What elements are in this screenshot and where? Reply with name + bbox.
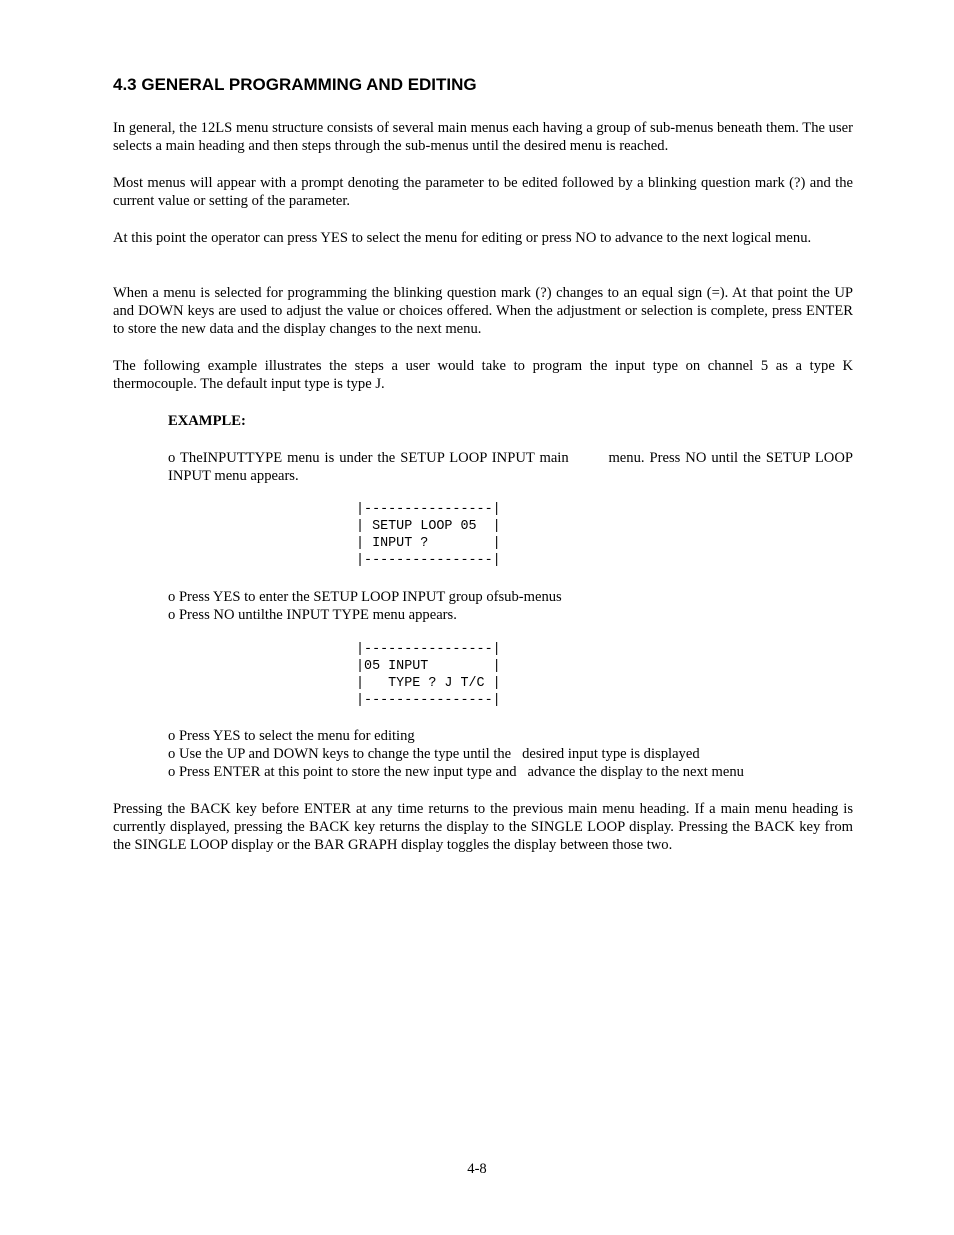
- step-list-2: [168, 727, 853, 781]
- paragraph-example-intro: The following example illustrates the steps a user would take to program the input type on channel 5 as a type K thermocouple. The default input type is type J.: [113, 358, 853, 392]
- paragraph-menu-prompt: Most menus will appear with a prompt denoting the parameter to be edited followed by a blinking question mark (?) and the current value or setting of the parameter.: [113, 175, 853, 209]
- step-list-1: [168, 588, 853, 624]
- page-number: 4-8: [467, 1161, 487, 1177]
- paragraph-menu-structure: In general, the 12LS menu structure consists of several main menus each having a group of sub-menus beneath them. The user selects a main heading and then steps through the sub-menus until the desired menu is reached.: [113, 120, 853, 154]
- lcd-display-setup-loop: |----------------| | SETUP LOOP 05 | | INPUT ? | |----------------|: [356, 502, 501, 568]
- section-heading: 4.3 GENERAL PROGRAMMING AND EDITING: [113, 75, 477, 94]
- list-item: o Press YES to select the menu for editing: [168, 728, 415, 744]
- paragraph-yes-no: At this point the operator can press YES to select the menu for editing or press NO to advance to the next logical menu.: [113, 230, 812, 246]
- example-intro-step: o TheINPUTTYPE menu is under the SETUP LOOP INPUT main menu. Press NO until the SETUP LOOP INPUT menu appears.: [168, 450, 857, 484]
- example-label: EXAMPLE:: [168, 413, 246, 429]
- list-item: o Press NO untilthe INPUT TYPE menu appears.: [168, 607, 457, 623]
- paragraph-programming: When a menu is selected for programming the blinking question mark (?) changes to an equal sign (=). At that point the UP and DOWN keys are used to adjust the value or choices offered. When the adjustment or selection is complete, press ENTER to store the new data and the display changes to the next menu.: [113, 285, 853, 337]
- paragraph-back-key: Pressing the BACK key before ENTER at any time returns to the previous main menu heading. If a main menu heading is currently displayed, pressing the BACK key returns the display to the SINGLE LOOP display. Pressing the BACK key from the SINGLE LOOP display or the BAR GRAPH display toggles the display between those two.: [113, 801, 853, 853]
- list-item: o Use the UP and DOWN keys to change the type until the desired input type is displayed: [168, 746, 700, 762]
- list-item: o Press ENTER at this point to store the new input type and advance the display to the next menu: [168, 764, 744, 780]
- lcd-display-input-type: |----------------| |05 INPUT | | TYPE ? J T/C | |----------------|: [356, 642, 501, 708]
- list-item: o Press YES to enter the SETUP LOOP INPUT group ofsub-menus: [168, 589, 562, 605]
